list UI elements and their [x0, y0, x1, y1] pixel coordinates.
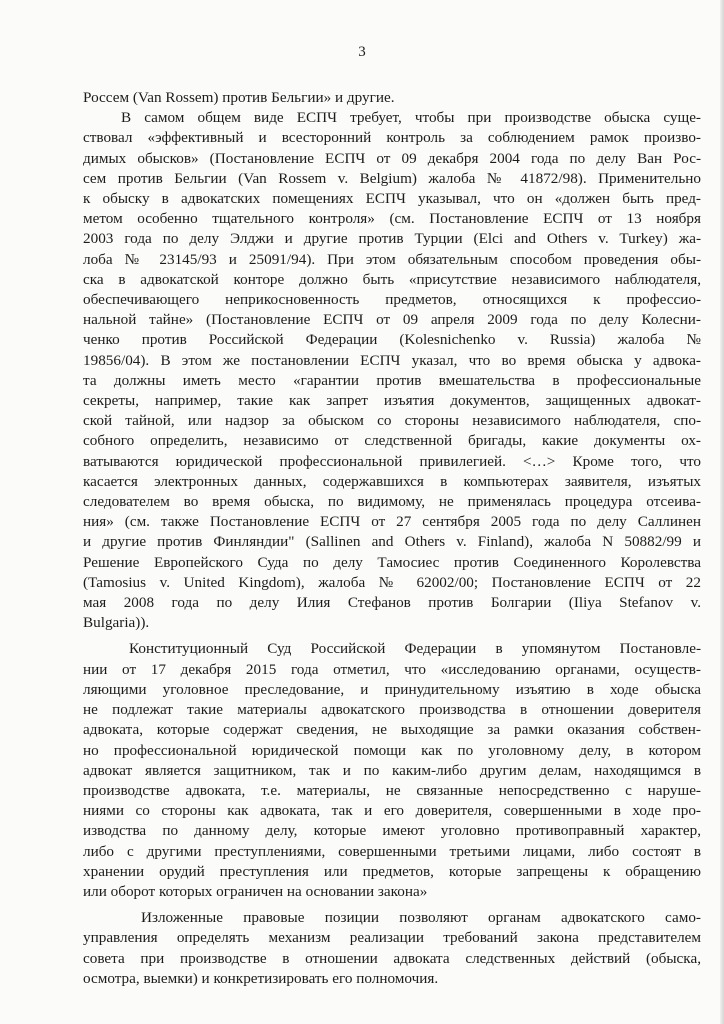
text-line: 2003 года по делу Элджи и другие против Турции (Elci and Others v. Turkey) жа- [83, 230, 701, 248]
text-line: сем против Бельгии (Van Rossem v. Belgium) жалоба № 41872/98). Применительно [83, 169, 701, 187]
text-line: не подлежат такие материалы адвокатского производства в отношении доверителя [83, 701, 701, 719]
paragraph-constitutional-court [83, 639, 701, 902]
text-line: касается электронных данных, содержавшихся в компьютерах заявителя, изъятых [83, 472, 701, 490]
text-line: к обыску в адвокатских помещениях ЕСПЧ указывал, что он «должен быть пред- [83, 190, 701, 208]
page-number: 3 [358, 44, 366, 60]
text-line: либо с другими преступлениями, совершенными третьими лицами, либо состоят в [83, 842, 701, 860]
text-line: 19856/04). В этом же постановлении ЕСПЧ указал, что во время обыска у адвока- [83, 351, 701, 369]
paragraph-echr-requirements [83, 108, 701, 633]
text-line: собного определить, независимо от следственной бригады, какие документы ох- [83, 432, 701, 450]
text-line: осмотра, выемки) и конкретизировать его полномочия. [83, 969, 439, 987]
text-line: адвокат является защитником, так и по каким-либо другим делам, находящимся в [83, 761, 701, 779]
text-line: адвоката, которые содержат сведения, не выходящие за рамки оказания собствен- [83, 721, 701, 739]
text-line: управления определять механизм реализации требований закона представителем [83, 929, 701, 947]
text-line: нальной тайне» (Постановление ЕСПЧ от 09 апреля 2009 года по делу Колесни- [83, 311, 701, 329]
text-line: Конституционный Суд Российской Федерации в упомянутом Постановле- [129, 640, 701, 658]
text-line: ния» (см. также Постановление ЕСПЧ от 27 сентября 2005 года по делу Саллинен [83, 513, 701, 531]
text-line: следователем во время обыска, по видимому, не применялась процедура отсеива- [83, 493, 701, 511]
text-line: мая 2008 года по делу Илия Стефанов против Болгарии (Iliya Stefanov v. [83, 594, 701, 612]
text-line: Россем (Van Rossem) против Бельгии» и другие. [83, 89, 395, 106]
text-line: Bulgaria)). [83, 614, 150, 632]
text-line: хранении орудий преступления или предметов, которые запрещены к обращению [83, 862, 701, 880]
text-line: В самом общем виде ЕСПЧ требует, чтобы при производстве обыска суще- [121, 109, 701, 127]
text-line: и другие против Финляндии" (Sallinen and Others v. Finland), жалоба N 50882/99 и [83, 533, 701, 551]
text-line: ченко против Российской Федерации (Kolesnichenko v. Russia) жалоба № [83, 331, 701, 349]
text-line: ляющими уголовное преследование, и принудительному изъятию в ходе обыска [83, 680, 701, 698]
text-line: но профессиональной юридической помощи как по уголовному делу, в котором [83, 741, 701, 759]
paragraph-continuation [83, 88, 701, 108]
text-line: производстве адвоката, т.е. материалы, не связанные непосредственно с наруше- [83, 781, 701, 799]
text-line: ствовал «эффективный и всесторонний контроль за соблюдением рамок произво- [83, 129, 701, 147]
text-line: лоба № 23145/93 и 25091/94). При этом обязательным способом проведения обы- [83, 250, 701, 268]
text-line: обеспечивающего неприкосновенность предметов, относящихся к профессио- [83, 291, 701, 309]
text-line: метом особенно тщательного контроля» (см. Постановление ЕСПЧ от 13 ноября [83, 210, 701, 228]
text-line: Решение Европейского Суда по делу Тамосиес против Соединенного Королевства [83, 553, 701, 571]
paragraph-conclusion [83, 908, 701, 989]
text-line: димых обысков» (Постановление ЕСПЧ от 09 декабря 2004 года по делу Ван Рос- [83, 149, 701, 167]
text-line: та должны иметь место «гарантии против вмешательства в профессиональные [83, 371, 701, 389]
text-line: изводства по данному делу, которые имеют уголовно противоправный характер, [83, 822, 701, 840]
text-line: ска в адвокатской конторе должно быть «присутствие независимого наблюдателя, [83, 270, 701, 288]
text-line: ватываются юридической профессиональной привилегией. <…> Кроме того, что [83, 452, 701, 470]
text-line: нии от 17 декабря 2015 года отметил, что «исследованию органами, осуществ- [83, 660, 701, 678]
text-line: секреты, например, такие как запрет изъятия документов, защищенных адвокат- [83, 392, 701, 410]
scan-edge [720, 0, 724, 1024]
text-line: Изложенные правовые позиции позволяют органам адвокатского само- [141, 909, 701, 927]
text-line: ниями со стороны как адвоката, так и его доверителя, совершенными в ходе про- [83, 802, 701, 820]
text-line: совета при производстве в отношении адвоката следственных действий (обыска, [83, 949, 701, 967]
text-line: или оборот которых ограничен на основании закона» [83, 882, 428, 900]
text-line: (Tamosius v. United Kingdom), жалоба № 62002/00; Постановление ЕСПЧ от 22 [83, 573, 701, 591]
document-body [83, 88, 701, 989]
text-line: ской тайной, или надзор за обыском со стороны независимого наблюдателя, спо- [83, 412, 701, 430]
